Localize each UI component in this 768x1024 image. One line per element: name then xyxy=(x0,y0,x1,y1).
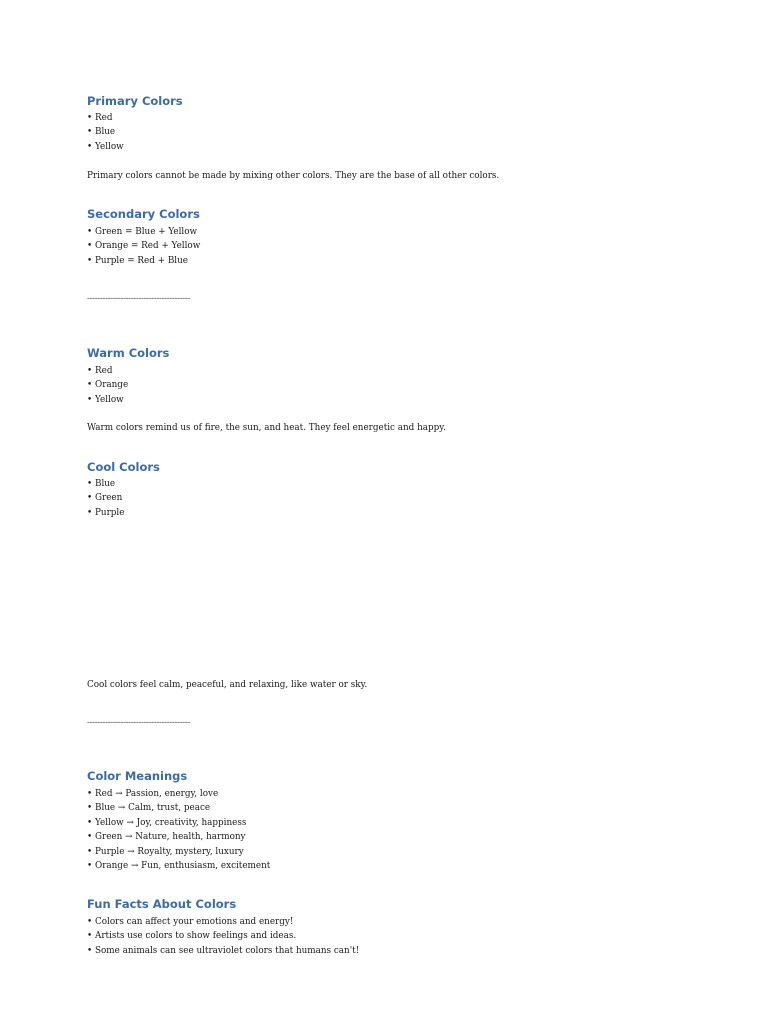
list-item: • Colors can affect your emotions and energy! xyxy=(87,917,294,927)
list-item: • Purple = Red + Blue xyxy=(87,255,188,266)
warm-colors-list xyxy=(87,364,128,407)
section-heading-fun-facts: Fun Facts About Colors xyxy=(87,897,237,911)
section-heading-cool-colors: Cool Colors xyxy=(87,460,160,474)
cool-colors-list xyxy=(87,477,124,520)
list-item: • Yellow xyxy=(87,141,124,152)
section-heading-primary-colors: Primary Colors xyxy=(87,94,183,108)
list-item: • Blue xyxy=(87,127,116,138)
section-heading-warm-colors: Warm Colors xyxy=(87,346,170,360)
list-item: • Blue → Calm, trust, peace xyxy=(87,803,211,814)
color-meanings-list xyxy=(87,787,270,873)
list-item: • Orange xyxy=(87,380,129,391)
section-heading-secondary-colors: Secondary Colors xyxy=(87,207,200,221)
separator-line: ---------------------------------------- xyxy=(87,718,190,728)
warm-colors-note: Warm colors remind us of fire, the sun, and heat. They feel energetic and happy. xyxy=(87,423,446,433)
list-item: • Some animals can see ultraviolet colors that humans can't! xyxy=(87,945,360,956)
cool-colors-note: Cool colors feel calm, peaceful, and relaxing, like water or sky. xyxy=(87,680,368,690)
list-item: • Yellow → Joy, creativity, happiness xyxy=(87,817,247,828)
list-item: • Green xyxy=(87,493,123,504)
list-item: • Yellow xyxy=(87,394,124,405)
secondary-colors-list xyxy=(87,225,200,268)
section-heading-color-meanings: Color Meanings xyxy=(87,769,188,783)
list-item: • Red → Passion, energy, love xyxy=(87,789,219,799)
list-item: • Red xyxy=(87,366,113,376)
primary-colors-note: Primary colors cannot be made by mixing other colors. They are the base of all other colors. xyxy=(87,171,500,181)
list-item: • Red xyxy=(87,113,113,123)
list-item: • Orange → Fun, enthusiasm, excitement xyxy=(87,861,271,872)
list-item: • Green = Blue + Yellow xyxy=(87,227,198,237)
list-item: • Artists use colors to show feelings and ideas. xyxy=(87,931,297,942)
separator-line: ---------------------------------------- xyxy=(87,294,190,304)
primary-colors-list xyxy=(87,111,124,154)
list-item: • Blue xyxy=(87,479,116,489)
list-item: • Orange = Red + Yellow xyxy=(87,241,201,252)
list-item: • Green → Nature, health, harmony xyxy=(87,832,246,843)
list-item: • Purple xyxy=(87,507,125,518)
list-item: • Purple → Royalty, mystery, luxury xyxy=(87,846,244,857)
fun-facts-list xyxy=(87,915,359,958)
